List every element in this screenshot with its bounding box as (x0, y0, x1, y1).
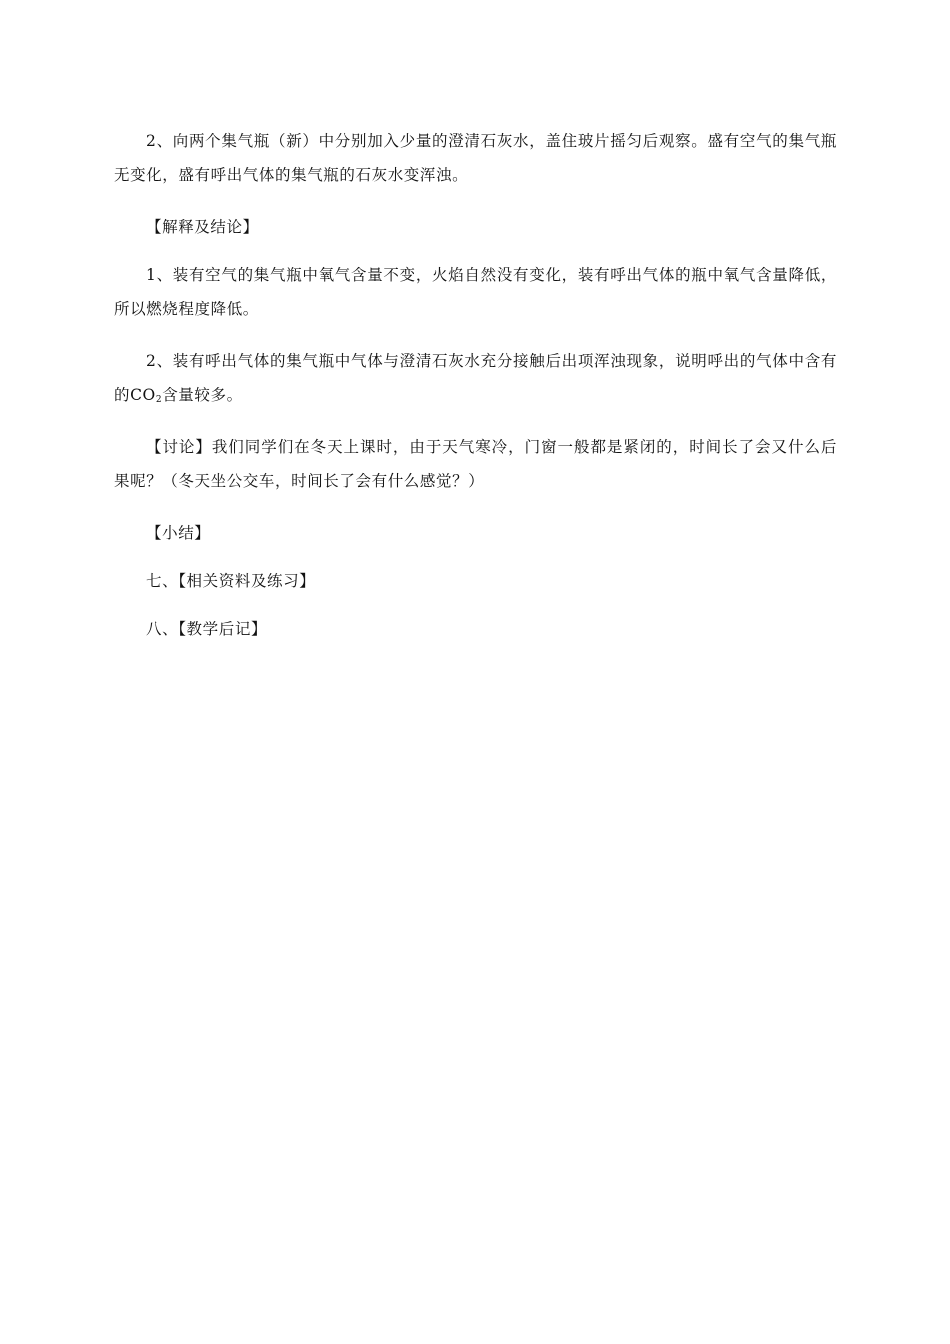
section-7-heading: 七、【相关资料及练习】 (146, 572, 316, 590)
co2-subscript: 2 (155, 395, 163, 405)
paragraph-conclusion-2 (114, 344, 837, 412)
document-body (114, 124, 837, 660)
summary-heading: 【小结】 (146, 524, 211, 542)
paragraph-discussion: 【讨论】我们同学们在冬天上课时，由于天气寒冷，门窗一般都是紧闭的，时间长了会又什么后果呢？（冬天坐公交车，时间长了会有什么感觉？） (114, 438, 837, 490)
paragraph-step-2: 2、向两个集气瓶（新）中分别加入少量的澄清石灰水，盖住玻片摇匀后观察。盛有空气的集气瓶无变化，盛有呼出气体的集气瓶的石灰水变浑浊。 (114, 132, 837, 184)
conclusion-2-text-after: 含量较多。 (162, 386, 243, 404)
paragraph-conclusion-1: 1、装有空气的集气瓶中氧气含量不变，火焰自然没有变化，装有呼出气体的瓶中氧气含量降低，所以燃烧程度降低。 (114, 266, 837, 318)
explanation-conclusion-heading: 【解释及结论】 (146, 218, 259, 236)
section-8-heading: 八、【教学后记】 (146, 620, 268, 638)
conclusion-2-text-before: 2、装有呼出气体的集气瓶中气体与澄清石灰水充分接触后出项浑浊现象，说明呼出的气体中含有的CO (114, 352, 837, 404)
